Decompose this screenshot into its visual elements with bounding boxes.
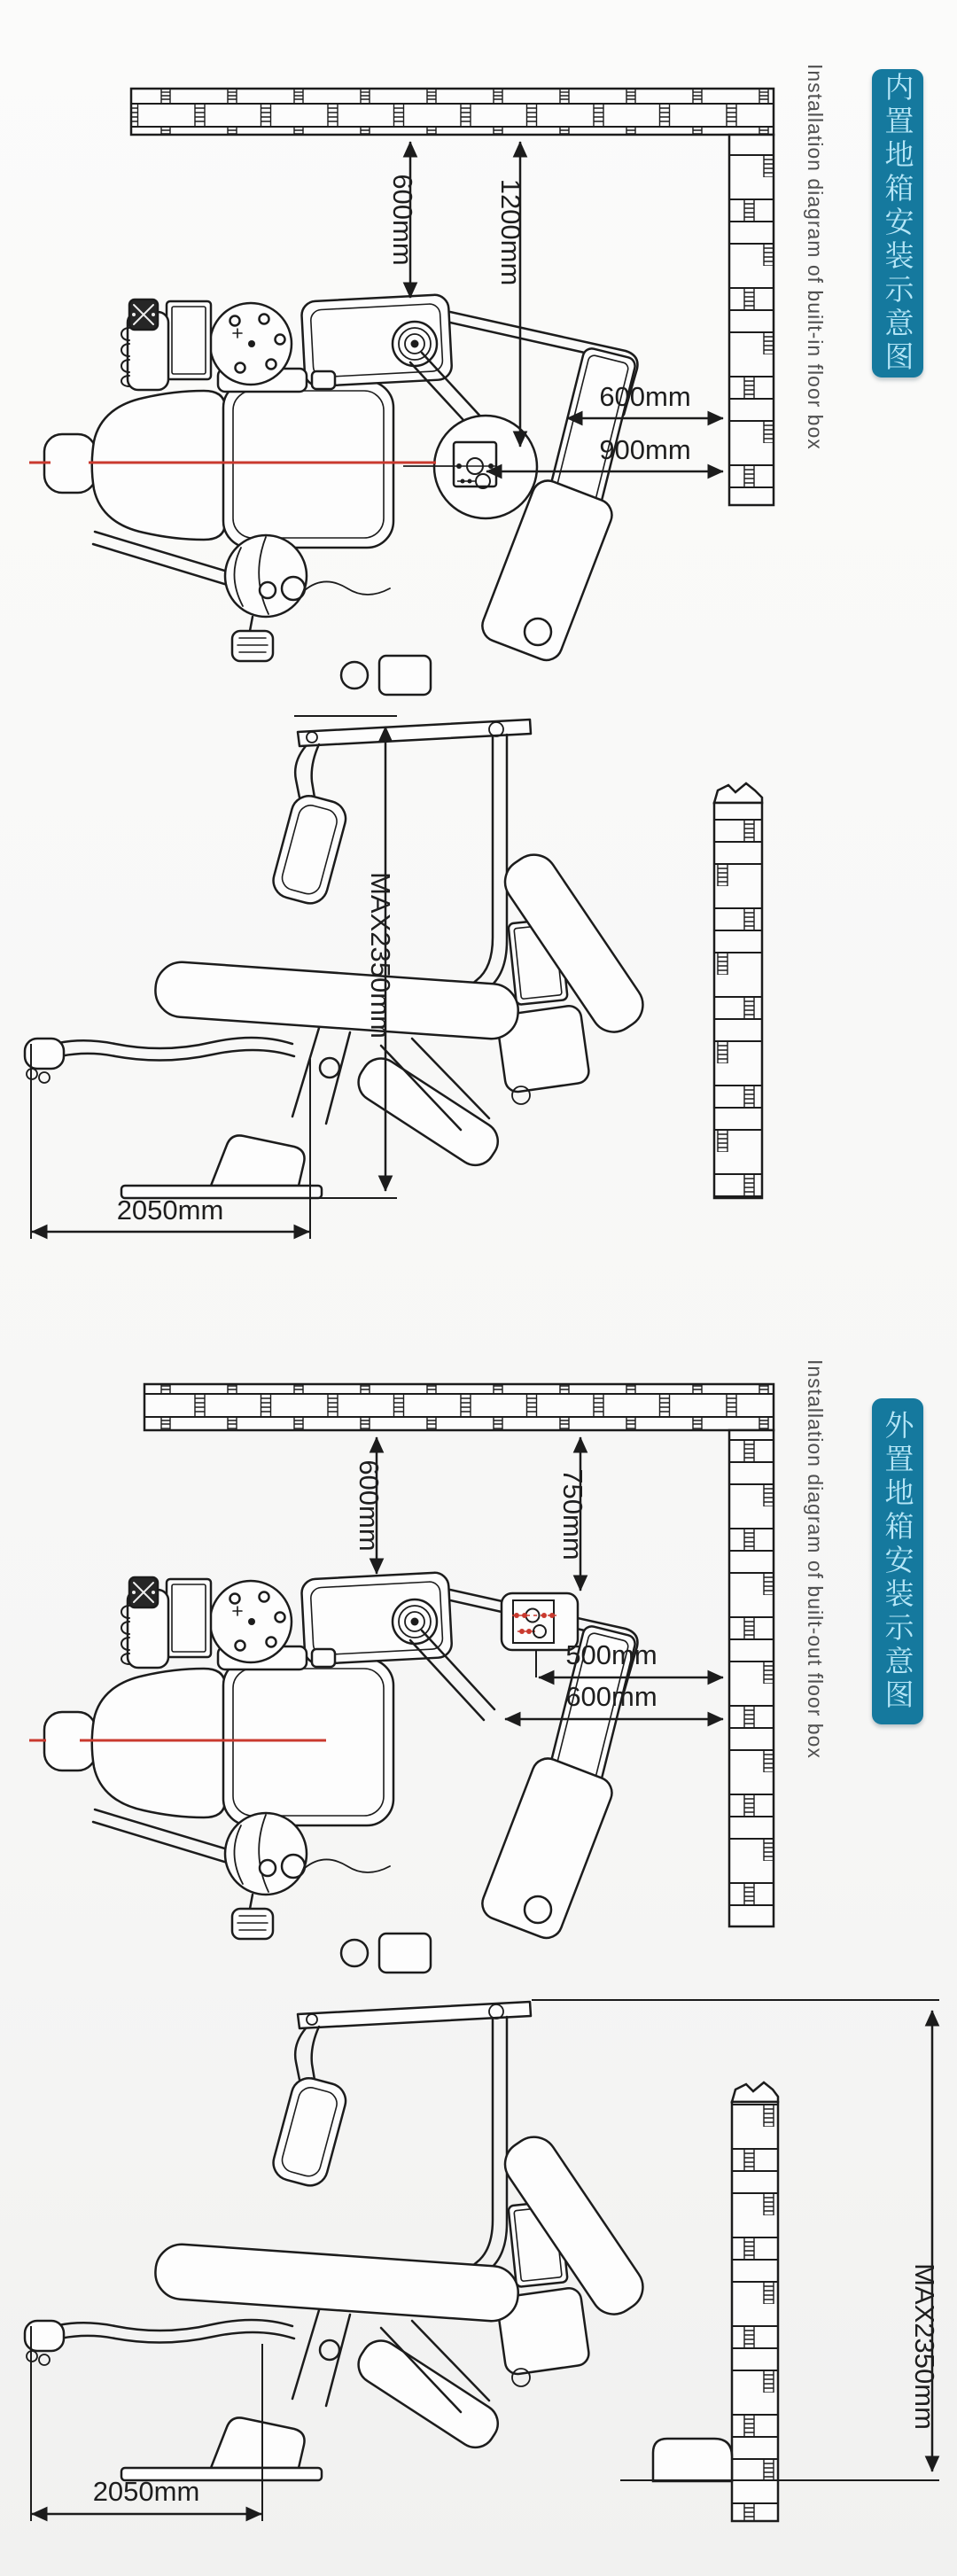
dental-chair-side-view-1 xyxy=(25,720,652,1198)
wall-column-side-2 xyxy=(732,2082,778,2521)
dim-label-length-1: 2050mm xyxy=(116,1195,224,1226)
section-title-en-built-in: Installation diagram of built-in floor box xyxy=(804,64,827,450)
zoom-bubble xyxy=(434,416,537,518)
section-badge-built-out xyxy=(872,1398,923,1724)
dim-label-unit-to-wall-1: 600mm xyxy=(599,381,691,412)
dim-label-wall-clearance-2: 600mm xyxy=(354,1459,385,1552)
dim-label-box-to-wall-2: 500mm xyxy=(565,1639,657,1670)
wall-right-1 xyxy=(729,135,774,505)
section-title-en-built-out: Installation diagram of built-out floor box xyxy=(804,1359,827,1759)
section-badge-built-in xyxy=(872,69,923,377)
dim-label-floor-box-depth-2: 750mm xyxy=(557,1468,588,1560)
dental-chair-side-view-2 xyxy=(25,2002,652,2480)
wall-top-2 xyxy=(144,1384,774,1430)
built-in-floor-box-detail xyxy=(403,416,537,518)
section-built-in xyxy=(25,89,774,1239)
section-badge-built-in-text: 内置地箱安装示意图 xyxy=(881,72,914,375)
dim-label-wall-clearance-1: 600mm xyxy=(387,174,418,266)
wall-column-side-1 xyxy=(714,783,762,1198)
wall-right-2 xyxy=(729,1430,774,1926)
dim-label-floor-box-depth-1: 1200mm xyxy=(495,178,526,286)
dim-label-max-height-2: MAX2350mm xyxy=(909,2263,940,2430)
dim-label-box-to-wall-1: 900mm xyxy=(599,434,691,465)
dim-label-unit-to-wall-2: 600mm xyxy=(565,1681,657,1712)
built-out-floor-box-side xyxy=(653,2439,732,2481)
dim-label-length-2: 2050mm xyxy=(92,2476,200,2507)
dim-label-max-height-1: MAX2350mm xyxy=(365,872,396,1039)
section-badge-built-out-text: 外置地箱安装示意图 xyxy=(881,1410,914,1713)
wall-top-1 xyxy=(131,89,774,135)
dental-chair-top-view-1 xyxy=(44,294,637,695)
